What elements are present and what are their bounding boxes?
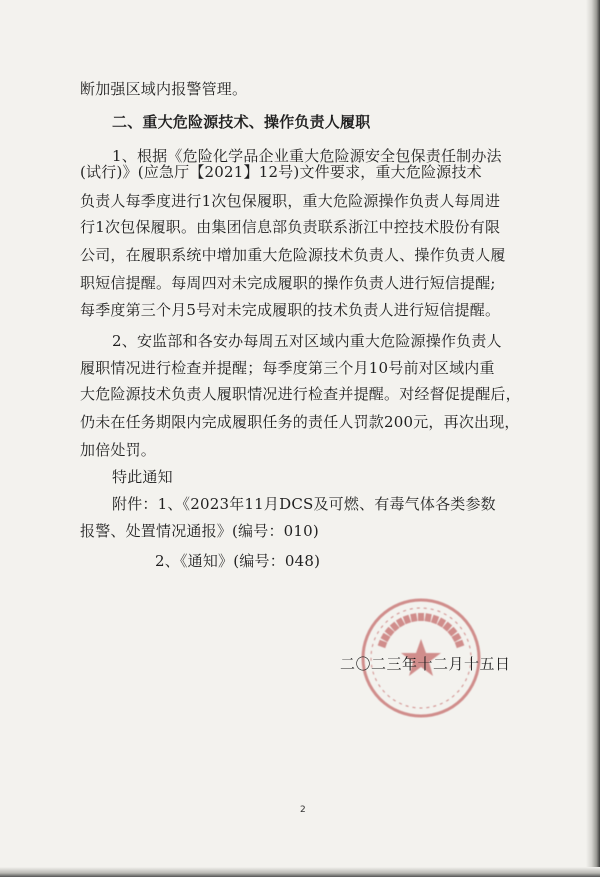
attachment-line: 附件：1、《2023年11月DCS及可燃、有毒气体各类参数 xyxy=(112,495,496,513)
page-number: 2 xyxy=(300,805,306,815)
section-heading: 二、重大危险源技术、操作负责人履职 xyxy=(112,113,371,131)
attachment-line: 2、《通知》(编号：048) xyxy=(155,552,321,570)
scan-edge-shadow xyxy=(586,0,600,877)
text-line: 1、根据《危险化学品企业重大危险源安全包保责任制办法 xyxy=(112,147,502,165)
text-line: 公司，在履职系统中增加重大危险源技术负责人、操作负责人履 xyxy=(80,246,506,264)
text-line: 加倍处罚。 xyxy=(80,441,157,459)
text-line: 履职情况进行检查并提醒；每季度第三个月10号前对区域内重 xyxy=(80,359,495,377)
text-line: (试行)》(应急厅【2021】12号)文件要求，重大危险源技术 xyxy=(80,163,482,181)
text-line: 仍未在任务期限内完成履职任务的责任人罚款200元，再次出现， xyxy=(80,413,520,431)
text-line: 负责人每季度进行1次包保履职，重大危险源操作负责人每周进 xyxy=(80,192,501,210)
text-line: 大危险源技术负责人履职情况进行检查并提醒。对经督促提醒后， xyxy=(80,385,521,403)
attachment-line: 报警、处置情况通报》(编号：010) xyxy=(80,522,319,540)
text-line: 职短信提醒。每周四对未完成履职的操作负责人进行短信提醒; xyxy=(80,274,496,292)
text-line: 行1次包保履职。由集团信息部负责联系浙江中控技术股份有限 xyxy=(80,218,501,236)
text-line: 断加强区域内报警管理。 xyxy=(80,80,248,98)
closing-text: 特此通知 xyxy=(112,468,173,486)
scan-edge-shadow xyxy=(0,867,600,877)
text-line: 每季度第三个月5号对未完成履职的技术负责人进行短信提醒。 xyxy=(80,301,501,319)
text-line: 2、安监部和各安办每周五对区域内重大危险源操作负责人 xyxy=(112,332,502,350)
issue-date: 二〇二三年十二月十五日 xyxy=(340,655,511,673)
